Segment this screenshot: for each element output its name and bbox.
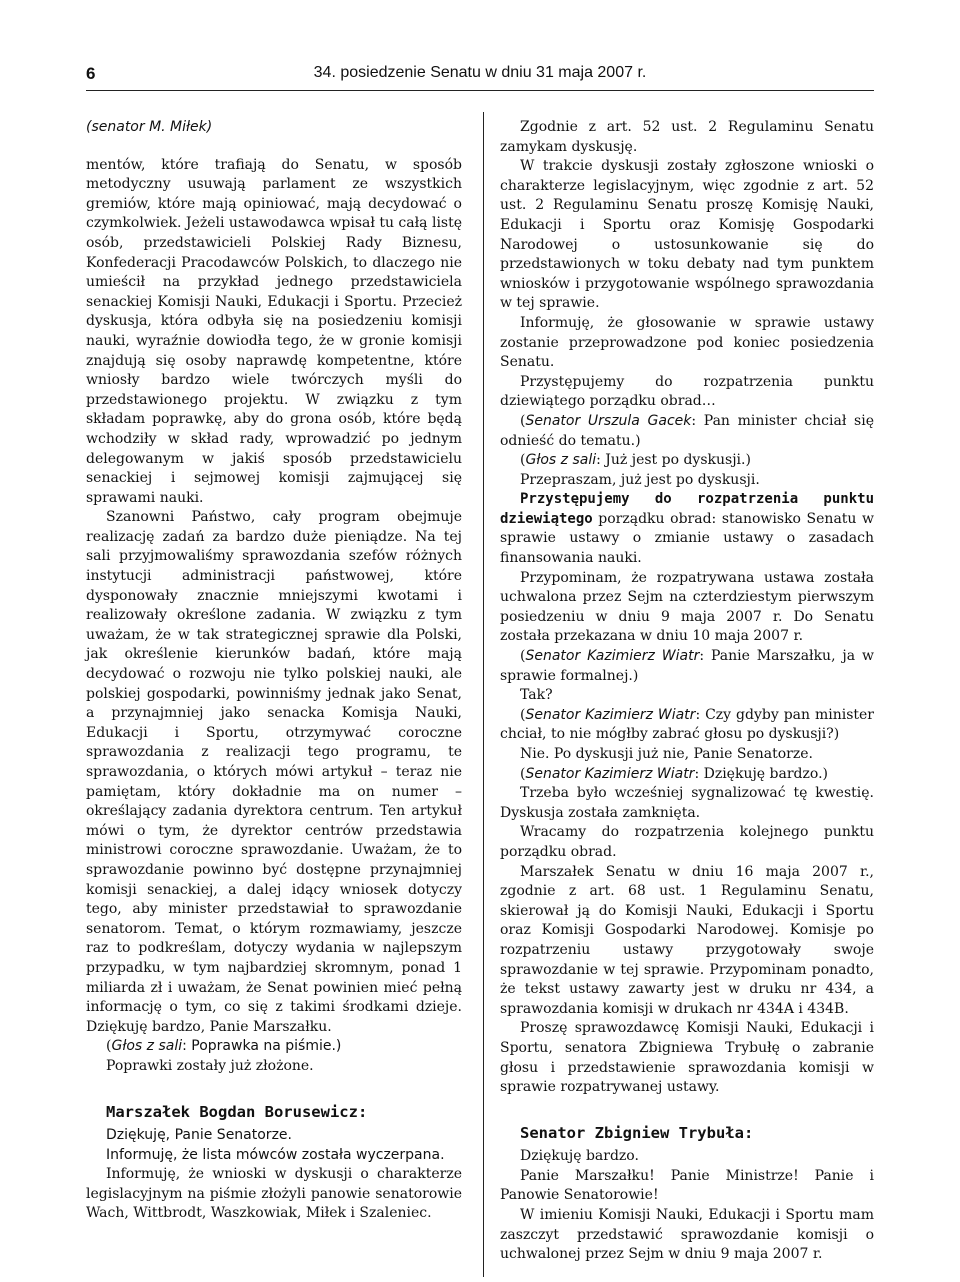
speaker-heading: Marszałek Bogdan Borusewicz: — [106, 1102, 368, 1121]
interjection: (Senator Kazimierz Wiatr: Panie Marszałku, ja w sprawie formalnej.) — [500, 648, 874, 684]
running-title: 34. posiedzenie Senatu w dniu 31 maja 2007 r. — [313, 64, 647, 81]
paragraph: Wracamy do rozpatrzenia kolejnego punktu porządku obrad. — [500, 824, 874, 860]
interjection: (Głos z sali: Już jest po dyskusji.) — [520, 452, 751, 469]
paragraph: Przystępujemy do rozpatrzenia punktu dziewiątego porządku obrad… — [500, 373, 874, 410]
paragraph: Informuję, że lista mówców została wyczerpana. — [106, 1146, 445, 1163]
paragraph: Dziękuję bardzo. — [520, 1148, 639, 1165]
paragraph: Informuję, że wnioski w dyskusji o charakterze legislacyjnym na piśmie złożyli panowie senatorowie Wach, Wittbrodt, Waszkowiak, Miłek i Szaleniec. — [86, 1166, 462, 1222]
page-number: 6 — [86, 64, 96, 83]
interjection-text: : Czy gdyby pan minister chciał, to nie mógłby zabrać głosu po dyskusji?) — [500, 706, 874, 743]
column-divider — [483, 112, 484, 1277]
paragraph: Przepraszam, już jest po dyskusji. — [520, 471, 760, 488]
interjection: (Senator Kazimierz Wiatr: Dziękuję bardzo.) — [520, 765, 828, 782]
paragraph: Marszałek Senatu w dniu 16 maja 2007 r., zgodnie z art. 68 ust. 1 Regulaminu Senatu, skierował ją do Komisji Nauki, Edukacji i Sportu oraz Komisji Gospodarki Narodowej. Komisje po rozpatrzeniu ustawy przygotowały swoje sprawozdanie w tej sprawie. Przypominam ponadto, że tekst ustawy zawarty jest w druku nr 434, a sprawozdania komisji w drukach nr 434A i 434B. — [500, 863, 874, 1017]
agenda-text: porządku obrad: stanowisko Senatu w sprawie ustawy o zmianie ustawy o zasadach finansowania nauki. — [500, 510, 874, 567]
interjection — [86, 1037, 462, 1057]
interjection-text: : Już jest po dyskusji.) — [596, 452, 751, 469]
paragraph: Dziękuję, Panie Senatorze. — [106, 1127, 292, 1144]
interjection-text: : Poprawka na piśmie.) — [182, 1038, 342, 1055]
paragraph: Tak? — [520, 687, 553, 704]
interjection-speaker: Senator Urszula Gacek — [525, 412, 692, 429]
agenda-paragraph — [500, 490, 874, 568]
spacer — [500, 1098, 874, 1124]
paragraph: mentów, które trafiają do Senatu, w sposób metodyczny usuwają parlament ze wszystkich gremiów, które mają opiniować, mają decydować o czymkolwiek. Jeżeli ustawodawca wpisał tu całą listę osób, przedstawicieli Polskiej Rady Biznesu, Konfederacji Pracodawców Polskich, to dlaczego nie umieścił na przykład jednego przedstawiciela senackiej Komisji Nauki, Edukacji i Sportu. Przecież dyskusja, która odbyła się na posiedzeniu komisji nauki, wyraźnie dowiodła tego, że w gronie komisji znajdują się osoby naprawdę kompetentne, które wniosły bardzo wiele twórczych myśli do przedstawionego projektu. W związku z tym składam poprawkę, aby do grona osób, które będą wchodziły w skład rady, wprowadzić po jednym delegowanym w jakiś sposób przedstawicielu senackiej i sejmowej komisji zajmującej się sprawami nauki. — [86, 156, 463, 506]
interjection-text: : Panie Marszałku, ja w sprawie formalnej.) — [500, 648, 874, 684]
page-header — [86, 64, 874, 91]
interjection-text: : Dziękuję bardzo.) — [694, 765, 828, 782]
paragraph: Informuję, że głosowanie w sprawie ustawy zostanie przeprowadzone pod koniec posiedzenia Senatu. — [500, 314, 874, 371]
paragraph: Proszę sprawozdawcę Komisji Nauki, Edukacji i Sportu, senatora Zbigniewa Trybułę o zabranie głosu i przedstawienie sprawozdania komisji w sprawie rozpatrywanej ustawy. — [500, 1020, 874, 1096]
interjection-speaker: Głos z sali — [525, 452, 597, 469]
paragraph: Poprawki zostały już złożone. — [106, 1057, 314, 1074]
right-column — [500, 118, 874, 1265]
speaker-heading: Senator Zbigniew Trybuła: — [520, 1123, 754, 1142]
interjection: (Senator Urszula Gacek: Pan minister chciał się odnieść do tematu.) — [500, 412, 874, 449]
interjection-speaker: Senator Kazimierz Wiatr — [525, 765, 695, 782]
spacer — [86, 138, 462, 156]
spacer — [86, 1077, 462, 1103]
paragraph: W imieniu Komisji Nauki, Edukacji i Sportu mam zaszczyt przedstawić sprawozdanie komisji o uchwalonej przez Sejm w dniu 9 maja 2007 r. — [500, 1207, 874, 1263]
continuation-label: (senator M. Miłek) — [86, 119, 213, 135]
paren-open: ( — [106, 1038, 112, 1055]
paragraph: Panie Marszałku! Panie Ministrze! Panie i Panowie Senatorowie! — [500, 1167, 874, 1204]
paragraph: Trzeba było wcześniej sygnalizować tę kwestię. Dyskusja została zamknięta. — [500, 785, 874, 821]
paragraph: Nie. Po dyskusji już nie, Panie Senatorze. — [520, 746, 813, 762]
interjection: (Senator Kazimierz Wiatr: Czy gdyby pan minister chciał, to nie mógłby zabrać głosu po dyskusji?) — [500, 706, 874, 743]
agenda-bold: Przystępujemy do rozpatrzenia punktu dziewiątego — [500, 491, 874, 527]
paragraph: Szanowni Państwo, cały program obejmuje realizację zadań za bardzo duże pieniądze. Na tej sali przyjmowaliśmy sprawozdania szefów różnych instytucji administracji państwowej, które dysponowały znacznie mniejszymi kwotami i realizowały określone zadania. W związku z tym uważam, że w tak strategicznej sprawie dla Polski, jak określenie kierunków badań, które mają decydować o rozwoju nie tylko polskiej nauki, ale polskiej gospodarki, powinniśmy jednak jako Senat, a przynajmniej jako senacka Komisja Nauki, Edukacji i Sportu, otrzymywać coroczne sprawozdania z realizacji tego programu, te sprawozdania, o których mówi artykuł – teraz nie pamiętam, który dokładnie ma on numer – określający zadania dyrektora centrum. Ten artykuł mówi o tym, że dyrektor centrów przedstawia ministrowi coroczne sprawozdanie. Uważam, że to sprawozdanie powinno być dostępne przynajmniej komisji senackiej, a dalej idący wniosek dotyczy tego, aby minister przedstawiał to sprawozdanie senatorom. Temat, o którym rozmawiamy, jeszcze raz to podkreślam, dotyczy wydania w najlepszym przypadku, w tym najbardziej skromnym, ponad 1 miliarda zł i uważam, że Senat powinien mieć pełną informację o tym, co się z takimi środkami dzieje. Dziękuję bardzo, Panie Marszałku. — [86, 509, 462, 1035]
interjection-speaker: Głos z sali — [111, 1038, 183, 1055]
left-column — [86, 118, 462, 1224]
paragraph: Przypominam, że rozpatrywana ustawa została uchwalona przez Sejm na czterdziestym pierwszym posiedzeniu w dniu 9 maja 2007 r. Do Senatu została przekazana w dniu 10 maja 2007 r. — [500, 569, 874, 645]
paragraph: Zgodnie z art. 52 ust. 2 Regulaminu Senatu zamykam dyskusję. — [500, 119, 874, 155]
interjection-text: : Pan minister chciał się odnieść do tematu.) — [500, 412, 874, 449]
interjection-speaker: Senator Kazimierz Wiatr — [525, 706, 696, 723]
paragraph: W trakcie dyskusji zostały zgłoszone wnioski o charakterze legislacyjnym, więc zgodnie z art. 52 ust. 2 Regulaminu Senatu proszę Komisję Nauki, Edukacji i Sportu oraz Komisję Gospodarki Narodowej o ustosunkowanie się do przedstawionych w toku debaty nad tym punktem wniosków i przygotowanie wspólnego sprawozdania w tej sprawie. — [500, 158, 874, 312]
interjection-speaker: Senator Kazimierz Wiatr — [525, 648, 700, 665]
